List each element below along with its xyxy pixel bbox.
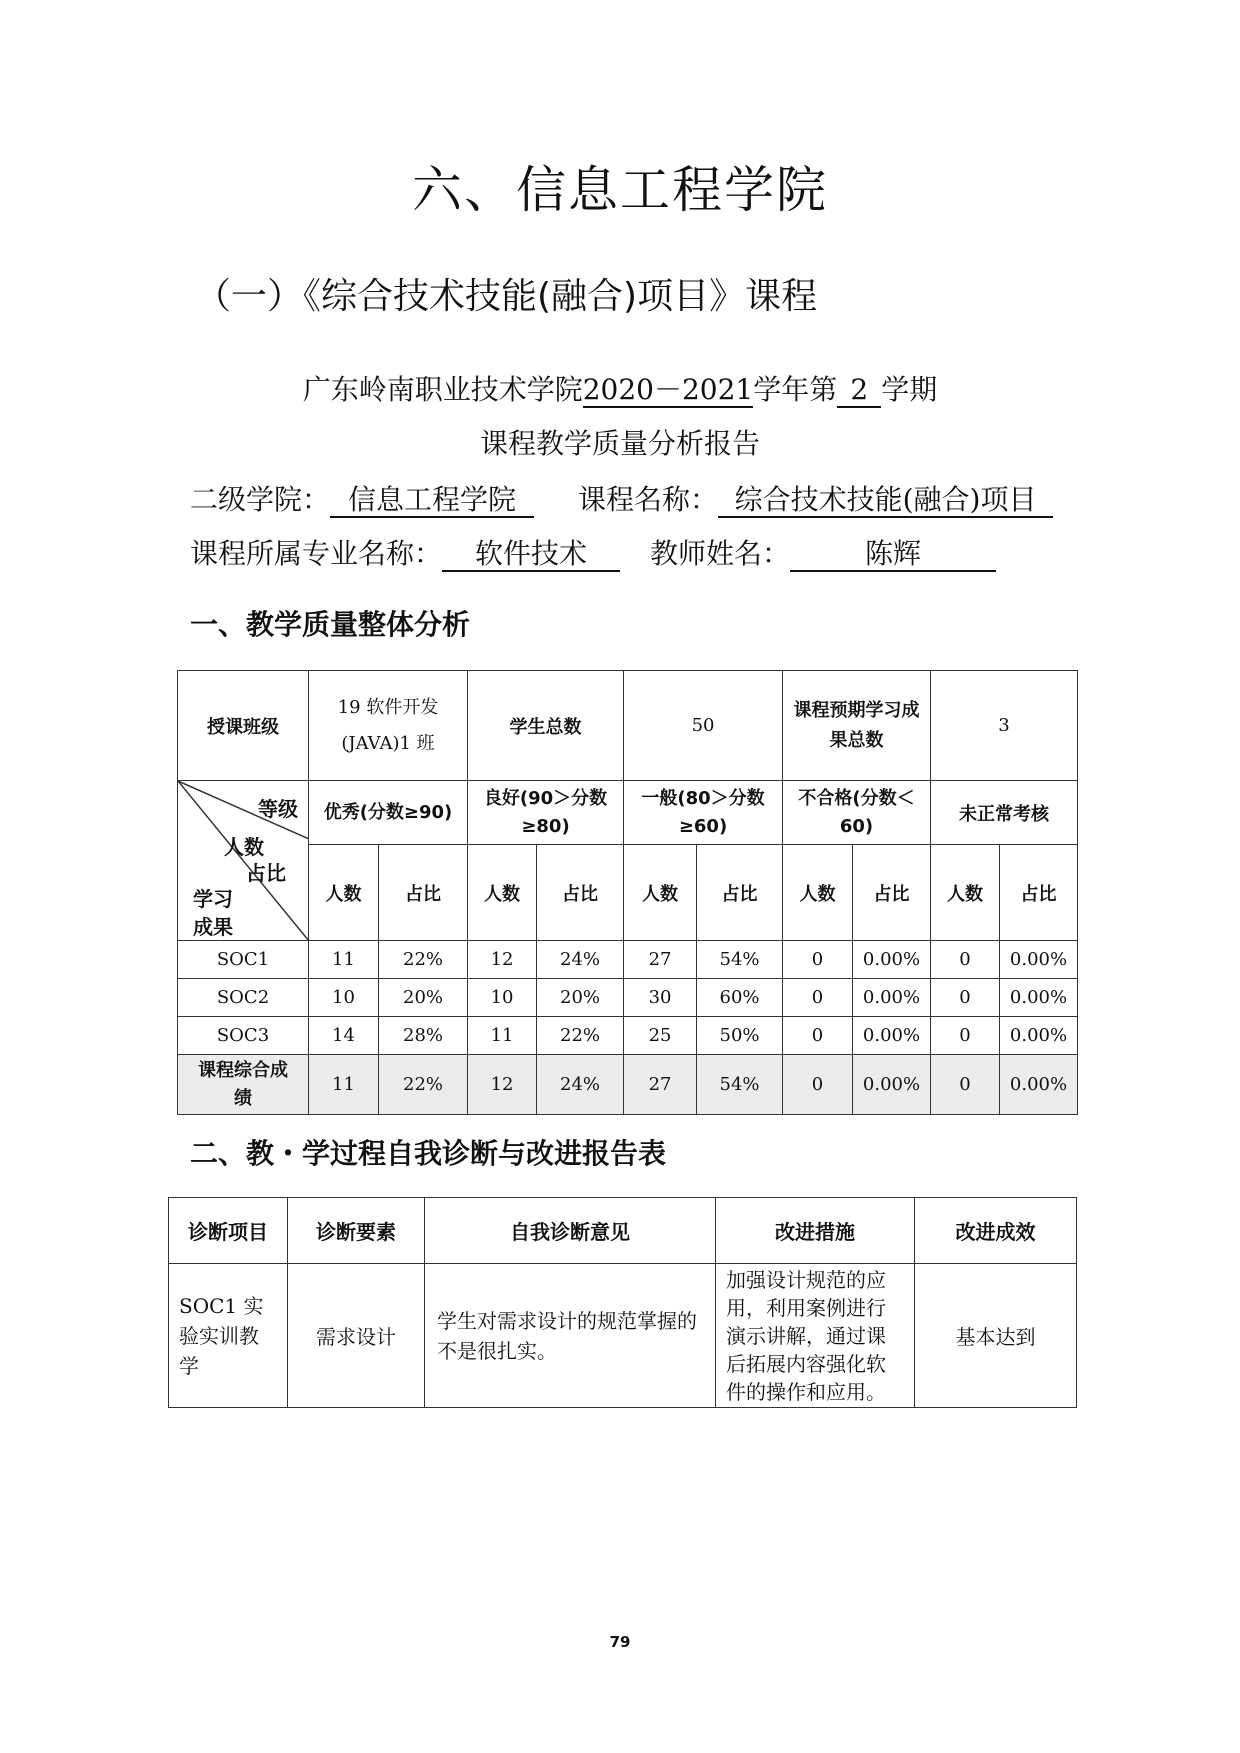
cell: 0.00% (1000, 1017, 1078, 1055)
table-row (178, 979, 1078, 1017)
teacher-label: 教师姓名： (650, 537, 791, 570)
improvement-result: 基本达到 (915, 1264, 1077, 1408)
diagnosis-item: SOC1 实验实训教学 (169, 1264, 288, 1408)
cell: 20% (537, 979, 624, 1017)
cell: 54% (697, 1055, 783, 1115)
quality-analysis-table (177, 670, 1078, 1115)
diagonal-header-cell (178, 781, 309, 941)
header-diagnosis-item: 诊断项目 (169, 1198, 288, 1264)
college-label: 二级学院： (190, 483, 331, 516)
ratio-header: 占比 (697, 845, 783, 941)
grade-average: 一般(80＞分数≥60) (624, 781, 783, 845)
cell: 0.00% (853, 979, 931, 1017)
major-value: 软件技术 (442, 538, 620, 572)
cell: 50% (697, 1017, 783, 1055)
course-value: 综合技术技能(融合)项目 (718, 484, 1053, 518)
course-subheading: （一）《综合技术技能(融合)项目》课程 (195, 276, 818, 317)
cell: 25 (624, 1017, 697, 1055)
ratio-header: 占比 (537, 845, 624, 941)
total-row-name: 课程综合成绩 (178, 1055, 309, 1115)
diagnosis-row (169, 1264, 1077, 1408)
table-row (178, 941, 1078, 979)
cell: 0 (783, 1017, 853, 1055)
term-prefix: 学年第 (753, 373, 838, 406)
grade-good: 良好(90＞分数≥80) (468, 781, 624, 845)
cell: 60% (697, 979, 783, 1017)
college-value: 信息工程学院 (330, 484, 534, 518)
term-number: 2 (837, 374, 881, 408)
cell: 0.00% (1000, 941, 1078, 979)
cell: 0 (931, 979, 1000, 1017)
students-value: 50 (624, 671, 783, 781)
cell: 12 (468, 1055, 537, 1115)
count-ratio-header-row (178, 845, 1078, 941)
cell: 20% (379, 979, 468, 1017)
row-name: SOC2 (178, 979, 309, 1017)
cell: 22% (537, 1017, 624, 1055)
teacher-value: 陈辉 (790, 538, 996, 572)
cell: 10 (468, 979, 537, 1017)
diagnosis-table (168, 1197, 1077, 1408)
cell: 0 (931, 941, 1000, 979)
outcomes-label: 课程预期学习成果总数 (783, 671, 931, 781)
page-heading: 六、信息工程学院 (412, 161, 828, 219)
cell: 30 (624, 979, 697, 1017)
cell: 10 (309, 979, 379, 1017)
section-1-title: 一、教学质量整体分析 (190, 608, 471, 641)
table-row (178, 1017, 1078, 1055)
row-name: SOC3 (178, 1017, 309, 1055)
class-label: 授课班级 (178, 671, 309, 781)
grade-fail: 不合格(分数＜60) (783, 781, 931, 845)
cell: 24% (537, 1055, 624, 1115)
cell: 22% (379, 941, 468, 979)
diagnosis-element: 需求设计 (288, 1264, 425, 1408)
count-header: 人数 (783, 845, 853, 941)
diag-count-label: 人数 (224, 835, 264, 859)
grade-excellent: 优秀(分数≥90) (309, 781, 468, 845)
header-improvement-measures: 改进措施 (716, 1198, 915, 1264)
header-improvement-result: 改进成效 (915, 1198, 1077, 1264)
header-diagnosis-element: 诊断要素 (288, 1198, 425, 1264)
course-label: 课程名称： (578, 483, 719, 516)
cell: 11 (309, 941, 379, 979)
total-row (178, 1055, 1078, 1115)
cell: 22% (379, 1055, 468, 1115)
school-name: 广东岭南职业技术学院 (302, 373, 583, 406)
diag-outcome-label: 学习成果 (193, 887, 233, 939)
school-term-line (0, 368, 1240, 408)
cell: 0 (783, 1055, 853, 1115)
cell: 27 (624, 941, 697, 979)
cell: 28% (379, 1017, 468, 1055)
outcomes-value: 3 (931, 671, 1078, 781)
ratio-header: 占比 (853, 845, 931, 941)
class-value: 19 软件开发(JAVA)1 班 (309, 671, 468, 781)
cell: 11 (309, 1055, 379, 1115)
ratio-header: 占比 (379, 845, 468, 941)
row-name: SOC1 (178, 941, 309, 979)
cell: 0.00% (1000, 1055, 1078, 1115)
diag-grade-label: 等级 (258, 797, 298, 821)
report-title: 课程教学质量分析报告 (479, 427, 760, 460)
students-label: 学生总数 (468, 671, 624, 781)
cell: 24% (537, 941, 624, 979)
cell: 0.00% (1000, 979, 1078, 1017)
cell: 14 (309, 1017, 379, 1055)
header-self-diagnosis: 自我诊断意见 (425, 1198, 716, 1264)
cell: 0.00% (853, 941, 931, 979)
cell: 0 (783, 941, 853, 979)
count-header: 人数 (624, 845, 697, 941)
cell: 54% (697, 941, 783, 979)
count-header: 人数 (309, 845, 379, 941)
cell: 0 (783, 979, 853, 1017)
cell: 0.00% (853, 1017, 931, 1055)
grade-absent: 未正常考核 (931, 781, 1078, 845)
ratio-header: 占比 (1000, 845, 1078, 941)
info-line-2 (190, 532, 996, 572)
term-suffix: 学期 (881, 373, 938, 406)
cell: 27 (624, 1055, 697, 1115)
self-diagnosis-text: 学生对需求设计的规范掌握的不是很扎实。 (425, 1264, 716, 1408)
count-header: 人数 (931, 845, 1000, 941)
section-2-title: 二、教・学过程自我诊断与改进报告表 (190, 1137, 667, 1170)
count-header: 人数 (468, 845, 537, 941)
cell: 11 (468, 1017, 537, 1055)
page-number: 79 (609, 1633, 631, 1651)
cell: 0.00% (853, 1055, 931, 1115)
diagnosis-header-row (169, 1198, 1077, 1264)
cell: 12 (468, 941, 537, 979)
major-label: 课程所属专业名称： (190, 537, 443, 570)
info-line-1 (190, 478, 1053, 518)
improvement-measures-text: 加强设计规范的应用，利用案例进行演示讲解，通过课后拓展内容强化软件的操作和应用。 (716, 1264, 915, 1408)
cell: 0 (931, 1055, 1000, 1115)
class-info-row (178, 671, 1078, 781)
grade-header-row (178, 781, 1078, 845)
academic-years: 2020－2021 (582, 373, 754, 406)
cell: 0 (931, 1017, 1000, 1055)
diag-ratio-label: 占比 (246, 861, 286, 885)
